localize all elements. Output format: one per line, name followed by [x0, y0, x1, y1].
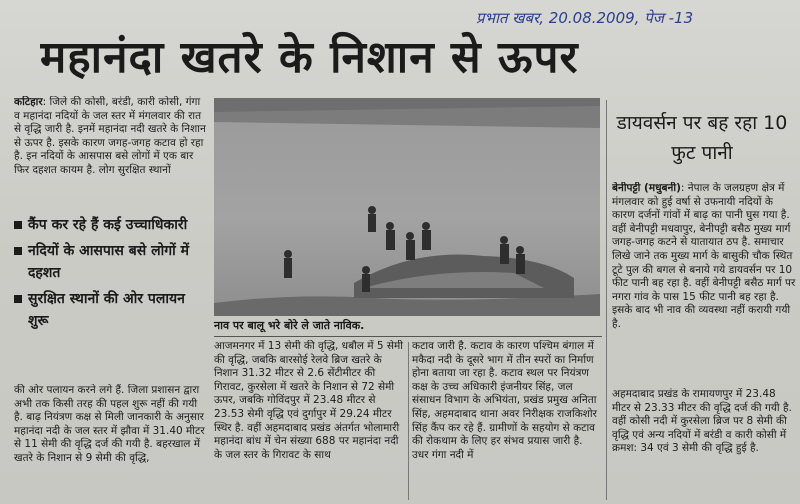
person: [406, 232, 414, 240]
caption-divider: [214, 336, 602, 337]
dateline-place: बेनीपट्टी (मधुबनी): [612, 182, 681, 194]
highlights-list: [14, 214, 206, 374]
person: [368, 214, 376, 232]
column-divider: [606, 100, 607, 500]
square-bullet-icon: [14, 221, 22, 229]
middle-column-2: कटाव जारी है. कटाव के कारण पश्चिम बंगाल में मकैदा नदी के दूसरे भाग में तीन स्परों का निर्माण होना बताया जा रहा है. कटाव स्थल पर नियंत्रण कक्ष के उच्च अधिकारी इंजनीयर सिंह, जल संसाधन विभाग के अभियंता, प्रखंड प्रमुख अनिता सिंह, अहमदाबाद थाना अवर निरीक्षक राजकिशोर सिंह कैंप कर रहे हैं. ग्रामीणों के सहयोग से कटाव की रोकथाम के लिए हर संभव प्रयास जारी है. उधर गंगा नदी में: [412, 340, 597, 461]
square-bullet-icon: [14, 247, 22, 255]
left-column-intro: [14, 96, 206, 216]
column-divider: [408, 342, 409, 500]
person: [516, 254, 525, 274]
person: [516, 246, 524, 254]
person: [284, 250, 292, 258]
sub-headline: डायवर्सन पर बह रहा 10 फुट पानी: [616, 112, 788, 164]
intro-text: : जिले की कोसी, बरंडी, कारी कोसी, गंगा व महानंदा नदियों के जल स्तर में मंगलवार की रात से वृद्धि जारी है. इनमें महानंदा नदी खतरे के निशान से ऊपर है. इसके कारण जगह-जगह कटाव हो रहा है. इन नदियों के आसपास बसे लोगों में एक बार फिर दहशत कायम है. लोग सुरक्षित स्थानों: [14, 96, 206, 176]
dateline-place: कटिहार: [14, 96, 43, 108]
person: [386, 222, 394, 230]
person: [500, 244, 509, 264]
middle-column-1: आजमनगर में 13 सेमी की वृद्धि, धबौल में 5 सेमी की वृद्धि, जबकि बारसोई रेलवे ब्रिज खतरे के निशान 31.32 मीटर से 2.6 सेंटीमीटर की गिरावट, कुरसेला में खतरे के निशान से 72 सेमी ऊपर, जबकि गोविंदपुर में 23.48 मीटर से 23.53 सेमी वृद्धि एवं दुर्गापुर में 29.24 मीटर स्थिर है. वहीं अहमदाबाद प्रखंड अंतर्गत भोलामारी महानंदा बांध में चेन संख्या 688 पर महानंदा नदी के जल स्तर के गिरावट के साथ: [214, 340, 404, 461]
person: [386, 230, 395, 250]
person: [284, 258, 292, 278]
person: [362, 274, 370, 292]
left-column-continued: की ओर पलायन करने लगे हैं. जिला प्रशासन द्वारा अभी तक किसी तरह की पहल शुरू नहीं की गयी है. बाढ़ नियंत्रण कक्ष से मिली जानकारी के अनुसार महानंदा नदी के जल स्तर में झौवा में 31.40 मीटर से 11 सेमी की वृद्धि दर्ज की गयी है. बहरखाल में खतरे के निशान से 9 सेमी की वृद्धि,: [14, 384, 205, 464]
highlight-item: नदियों के आसपास बसे लोगों में दहशत: [14, 240, 206, 284]
person: [422, 230, 431, 250]
photo-caption: नाव पर बालू भरे बोरे ले जाते नाविक.: [214, 319, 365, 332]
person: [422, 222, 430, 230]
main-headline: महानंदा खतरे के निशान से ऊपर: [40, 32, 579, 83]
date-stamp: प्रभात खबर, 20.08.2009, पेज -13: [476, 9, 694, 27]
highlight-item: कैंप कर रहे हैं कई उच्चाधिकारी: [14, 214, 206, 236]
square-bullet-icon: [14, 295, 22, 303]
right-column-story: [612, 182, 796, 382]
person: [368, 206, 376, 214]
right-column-continued: अहमदाबाद प्रखंड के रामायणपुर में 23.48 मीटर से 23.33 मीटर की वृद्धि दर्ज की गयी है. वहीं कोसी नदी में कुरसेला ब्रिज पर 8 सेमी की वृद्धि एवं अन्य नदियों में बरंडी व कारी कोसी में क्रमश: 34 एवं 3 सेमी की वृद्धि हुई है.: [612, 388, 792, 455]
story-text: : नेपाल के जलग्रहण क्षेत्र में मंगलवार को हुई वर्षा से उफनायी नदियों के कारण दर्जनों गांवों में बाढ़ का पानी घुस गया है. वहीं बेनीपट्टी मधवापुर, बेनीपट्टी बसैठ मुख्य मार्ग जगह-जगह कटने से यातायात ठप है. समाचार लिखे जाने तक मुख्य मार्ग के बासुकी चौक स्थित टूटे पुल की बगल से बनाये गये डायवर्सन पर 10 फीट पानी बह रहा है. वहीं बेनीपट्टी बसैठ मार्ग पर नगरा गांव के पास 15 फीट पानी बह रहा है. इसके बाद भी नाव की व्यवस्था नहीं करायी गयी है.: [612, 182, 796, 330]
photo-boatmen-illustration: [214, 98, 600, 316]
person: [406, 240, 415, 260]
person: [362, 266, 370, 274]
person: [500, 236, 508, 244]
news-photo: [214, 98, 600, 316]
highlight-item: सुरक्षित स्थानों की ओर पलायन शुरू: [14, 288, 206, 332]
